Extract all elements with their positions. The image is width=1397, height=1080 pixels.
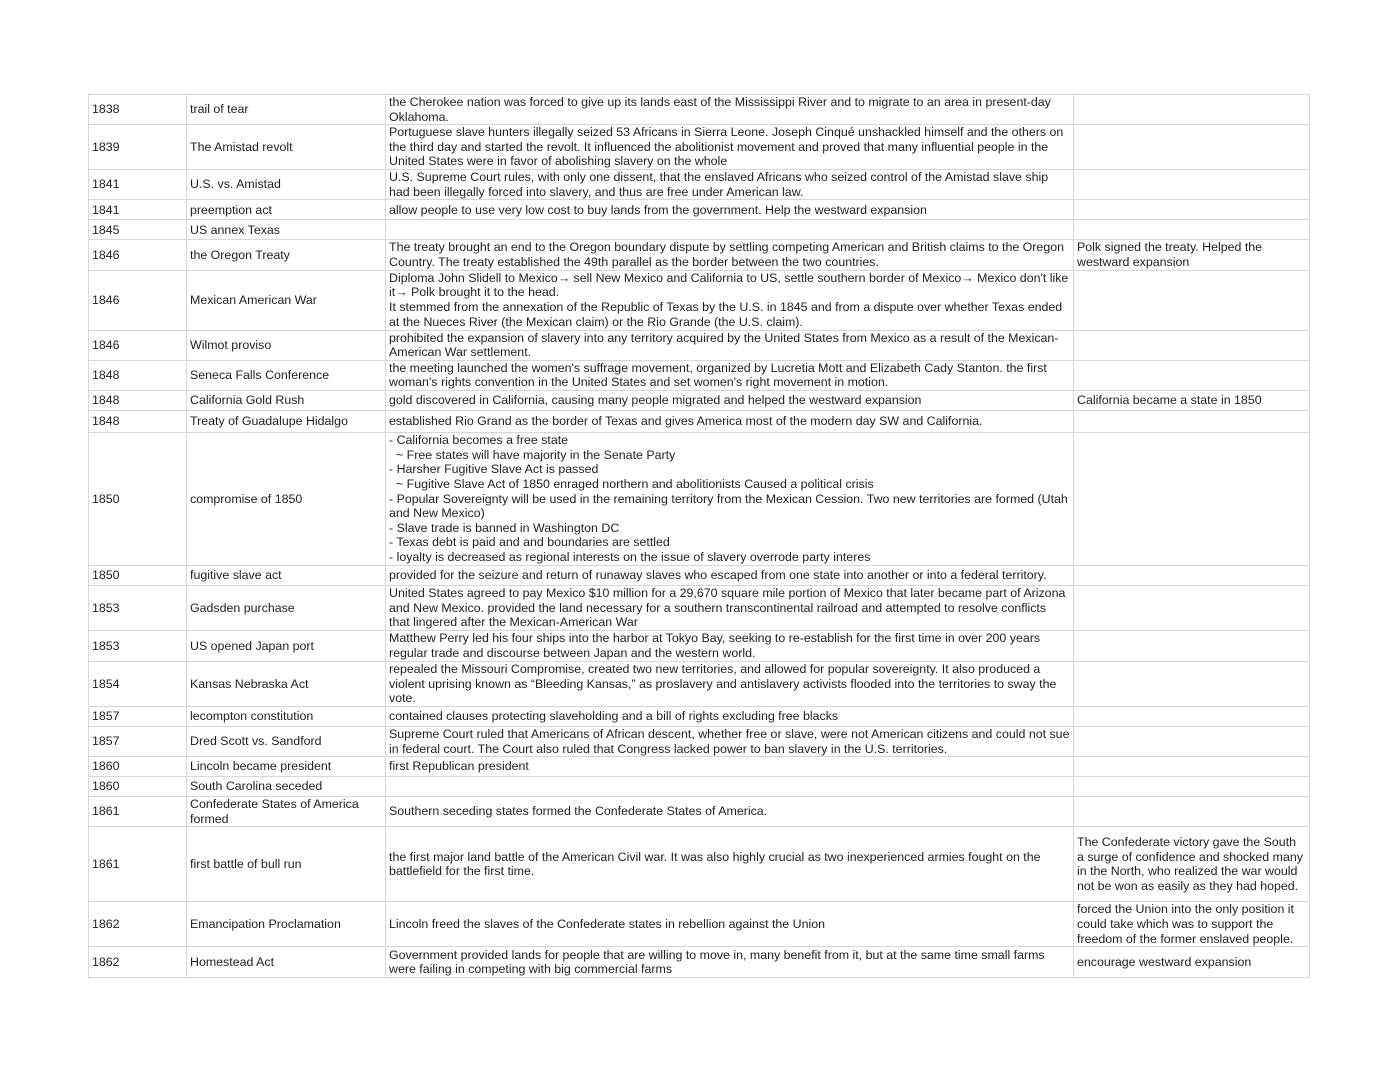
event-cell: Mexican American War xyxy=(187,270,386,330)
description-cell xyxy=(386,125,1074,170)
year-cell: 1848 xyxy=(89,360,187,390)
note-cell xyxy=(1074,330,1310,360)
year-cell: 1839 xyxy=(89,125,187,170)
timeline-body xyxy=(89,95,1310,978)
note-cell: California became a state in 1850 xyxy=(1074,390,1310,410)
note-cell: Polk signed the treaty. Helped the westward expansion xyxy=(1074,240,1310,270)
note-cell xyxy=(1074,757,1310,777)
description-line: Southern seceding states formed the Confederate States of America. xyxy=(389,804,768,819)
event-cell: Emancipation Proclamation xyxy=(187,902,386,947)
year-cell: 1850 xyxy=(89,565,187,585)
description-line: established Rio Grand as the border of Texas and gives America most of the modern day SW and California. xyxy=(389,414,983,429)
note-cell xyxy=(1074,125,1310,170)
year-cell: 1846 xyxy=(89,270,187,330)
table-row xyxy=(89,330,1310,360)
description-cell xyxy=(386,240,1074,270)
event-cell: Homestead Act xyxy=(187,947,386,978)
note-cell xyxy=(1074,777,1310,797)
note-cell: encourage westward expansion xyxy=(1074,947,1310,978)
event-cell: Wilmot proviso xyxy=(187,330,386,360)
description-cell xyxy=(386,220,1074,240)
description-line: United States agreed to pay Mexico $10 million for a 29,670 square mile portion of Mexico that later became part of Arizona and New Mexico. provided the land necessary for a southern transcontinental railroad and attempted to resolve conflicts that lingered after the Mexican-American War xyxy=(389,586,1066,630)
description-cell xyxy=(386,410,1074,432)
note-cell xyxy=(1074,630,1310,661)
table-row xyxy=(89,630,1310,661)
table-row xyxy=(89,797,1310,827)
year-cell: 1854 xyxy=(89,661,187,706)
event-cell: lecompton constitution xyxy=(187,706,386,726)
table-row xyxy=(89,661,1310,706)
note-cell xyxy=(1074,270,1310,330)
description-cell xyxy=(386,777,1074,797)
year-cell: 1846 xyxy=(89,330,187,360)
table-row xyxy=(89,706,1310,726)
year-cell: 1861 xyxy=(89,797,187,827)
event-cell: Treaty of Guadalupe Hidalgo xyxy=(187,410,386,432)
event-cell: trail of tear xyxy=(187,95,386,125)
description-line: Lincoln freed the slaves of the Confederate states in rebellion against the Union xyxy=(389,917,826,932)
table-row xyxy=(89,390,1310,410)
note-cell xyxy=(1074,360,1310,390)
year-cell: 1845 xyxy=(89,220,187,240)
table-row xyxy=(89,726,1310,756)
year-cell: 1850 xyxy=(89,432,187,565)
timeline-table xyxy=(88,94,1310,978)
description-line: - Popular Sovereignty will be used in the remaining territory from the Mexican Cession. Two new territories are formed (Utah and New Mexico) xyxy=(389,491,1068,521)
description-line: ~ Free states will have majority in the Senate Party xyxy=(396,447,676,462)
table-row xyxy=(89,585,1310,630)
description-cell xyxy=(386,585,1074,630)
description-line: Diploma John Slidell to Mexico→ sell New Mexico and California to US, settle southern border of Mexico→ Mexico don't like it→ Polk brought it to the head. xyxy=(389,270,1069,300)
description-cell xyxy=(386,661,1074,706)
year-cell: 1848 xyxy=(89,390,187,410)
year-cell: 1838 xyxy=(89,95,187,125)
year-cell: 1848 xyxy=(89,410,187,432)
description-line: - Harsher Fugitive Slave Act is passed xyxy=(389,462,599,477)
description-line: the meeting launched the women's suffrage movement, organized by Lucretia Mott and Elizabeth Cady Stanton. the first woman's rights convention in the United States and set women's right movement in motion. xyxy=(389,360,1047,390)
description-line: prohibited the expansion of slavery into any territory acquired by the United States from Mexico as a result of the Mexican-American War settlement. xyxy=(389,330,1059,360)
event-cell: Lincoln became president xyxy=(187,757,386,777)
description-cell xyxy=(386,797,1074,827)
description-cell xyxy=(386,947,1074,978)
description-line: - Texas debt is paid and and boundaries are settled xyxy=(389,535,670,550)
note-cell xyxy=(1074,170,1310,200)
description-line: gold discovered in California, causing many people migrated and helped the westward expansion xyxy=(389,393,922,408)
note-cell xyxy=(1074,661,1310,706)
year-cell: 1846 xyxy=(89,240,187,270)
description-cell xyxy=(386,270,1074,330)
description-cell xyxy=(386,360,1074,390)
description-cell xyxy=(386,565,1074,585)
note-cell xyxy=(1074,200,1310,220)
description-line: The treaty brought an end to the Oregon boundary dispute by settling competing American and British claims to the Oregon Country. The treaty established the 49th parallel as the border between the two countries. xyxy=(389,240,1064,269)
description-cell xyxy=(386,757,1074,777)
description-line: contained clauses protecting slaveholding and a bill of rights excluding free blacks xyxy=(389,709,839,724)
year-cell: 1862 xyxy=(89,947,187,978)
description-cell xyxy=(386,432,1074,565)
note-cell xyxy=(1074,410,1310,432)
description-cell xyxy=(386,390,1074,410)
event-cell: Seneca Falls Conference xyxy=(187,360,386,390)
description-line: allow people to use very low cost to buy lands from the government. Help the westward expansion xyxy=(389,202,927,217)
year-cell: 1860 xyxy=(89,757,187,777)
event-cell: first battle of bull run xyxy=(187,827,386,902)
table-row xyxy=(89,432,1310,565)
note-cell: The Confederate victory gave the South a surge of confidence and shocked many in the North, who realized the war would not be won as easily as they had hoped. xyxy=(1074,827,1310,902)
description-cell xyxy=(386,630,1074,661)
note-cell xyxy=(1074,726,1310,756)
event-cell: fugitive slave act xyxy=(187,565,386,585)
table-row xyxy=(89,777,1310,797)
table-row xyxy=(89,125,1310,170)
table-row xyxy=(89,827,1310,902)
description-line: the first major land battle of the American Civil war. It was also highly crucial as two inexperienced armies fought on the battlefield for the first time. xyxy=(389,849,1041,879)
description-cell xyxy=(386,706,1074,726)
description-cell xyxy=(386,330,1074,360)
note-cell: forced the Union into the only position it could take which was to support the freedom of the former enslaved people. xyxy=(1074,902,1310,947)
description-line: - California becomes a free state xyxy=(389,433,569,448)
description-line: Matthew Perry led his four ships into the harbor at Tokyo Bay, seeking to re-establish for the first time in over 200 years regular trade and discourse between Japan and the western world. xyxy=(389,631,1041,660)
year-cell: 1862 xyxy=(89,902,187,947)
description-cell xyxy=(386,726,1074,756)
description-line: the Cherokee nation was forced to give up its lands east of the Mississippi River and to migrate to an area in present-day Oklahoma. xyxy=(389,95,1051,124)
description-cell xyxy=(386,827,1074,902)
table-row xyxy=(89,757,1310,777)
note-cell xyxy=(1074,220,1310,240)
table-row xyxy=(89,902,1310,947)
table-row xyxy=(89,200,1310,220)
event-cell: the Oregon Treaty xyxy=(187,240,386,270)
description-line: Portuguese slave hunters illegally seized 53 Africans in Sierra Leone. Joseph Cinqué unshackled himself and the others on the third day and started the revolt. It influenced the abolitionist movement and proved that many influential people in the United States were in favor of abolishing slavery on the whole xyxy=(389,125,1064,169)
description-line: U.S. Supreme Court rules, with only one dissent, that the enslaved Africans who seized control of the Amistad slave ship had been illegally forced into slavery, and thus are free under American law. xyxy=(389,170,1049,199)
description-line: Government provided lands for people that are willing to move in, many benefit from it, but at the same time small farms were failing in competing with big commercial farms xyxy=(389,947,1045,977)
note-cell xyxy=(1074,797,1310,827)
description-cell xyxy=(386,95,1074,125)
event-cell: California Gold Rush xyxy=(187,390,386,410)
event-cell: preemption act xyxy=(187,200,386,220)
event-cell: Dred Scott vs. Sandford xyxy=(187,726,386,756)
year-cell: 1861 xyxy=(89,827,187,902)
event-cell: U.S. vs. Amistad xyxy=(187,170,386,200)
event-cell: Confederate States of America formed xyxy=(187,797,386,827)
event-cell: Kansas Nebraska Act xyxy=(187,661,386,706)
table-row xyxy=(89,947,1310,978)
description-line: Supreme Court ruled that Americans of African descent, whether free or slave, were not American citizens and could not sue in federal court. The Court also ruled that Congress lacked power to ban slavery in the U.S. territories. xyxy=(389,726,1070,756)
table-row xyxy=(89,95,1310,125)
event-cell: US opened Japan port xyxy=(187,630,386,661)
table-row xyxy=(89,170,1310,200)
description-cell xyxy=(386,200,1074,220)
table-row xyxy=(89,240,1310,270)
description-line: first Republican president xyxy=(389,759,529,774)
table-row xyxy=(89,360,1310,390)
description-cell xyxy=(386,170,1074,200)
year-cell: 1857 xyxy=(89,706,187,726)
table-row xyxy=(89,565,1310,585)
year-cell: 1841 xyxy=(89,200,187,220)
year-cell: 1860 xyxy=(89,777,187,797)
description-line: - Slave trade is banned in Washington DC xyxy=(389,520,620,535)
table-row xyxy=(89,220,1310,240)
table-row xyxy=(89,410,1310,432)
description-cell xyxy=(386,902,1074,947)
note-cell xyxy=(1074,432,1310,565)
description-line: It stemmed from the annexation of the Republic of Texas by the U.S. in 1845 and from a dispute over whether Texas ended at the Nueces River (the Mexican claim) or the Rio Grande (the U.S. claim). xyxy=(389,300,1063,329)
event-cell: Gadsden purchase xyxy=(187,585,386,630)
description-line: provided for the seizure and return of runaway slaves who escaped from one state into another or into a federal territory. xyxy=(389,568,1047,583)
description-line: - loyalty is decreased as regional interests on the issue of slavery overrode party interes xyxy=(389,550,871,565)
event-cell: South Carolina seceded xyxy=(187,777,386,797)
year-cell: 1841 xyxy=(89,170,187,200)
note-cell xyxy=(1074,585,1310,630)
event-cell: US annex Texas xyxy=(187,220,386,240)
note-cell xyxy=(1074,706,1310,726)
note-cell xyxy=(1074,565,1310,585)
year-cell: 1853 xyxy=(89,630,187,661)
table-row xyxy=(89,270,1310,330)
event-cell: The Amistad revolt xyxy=(187,125,386,170)
year-cell: 1853 xyxy=(89,585,187,630)
year-cell: 1857 xyxy=(89,726,187,756)
event-cell: compromise of 1850 xyxy=(187,432,386,565)
description-line: repealed the Missouri Compromise, created two new territories, and allowed for popular sovereignty. It also produced a violent uprising known as “Bleeding Kansas,” as proslavery and antislavery activists flooded into the territories to sway the vote. xyxy=(389,662,1057,706)
description-line: ~ Fugitive Slave Act of 1850 enraged northern and abolitionists Caused a political crisis xyxy=(396,477,874,492)
note-cell xyxy=(1074,95,1310,125)
